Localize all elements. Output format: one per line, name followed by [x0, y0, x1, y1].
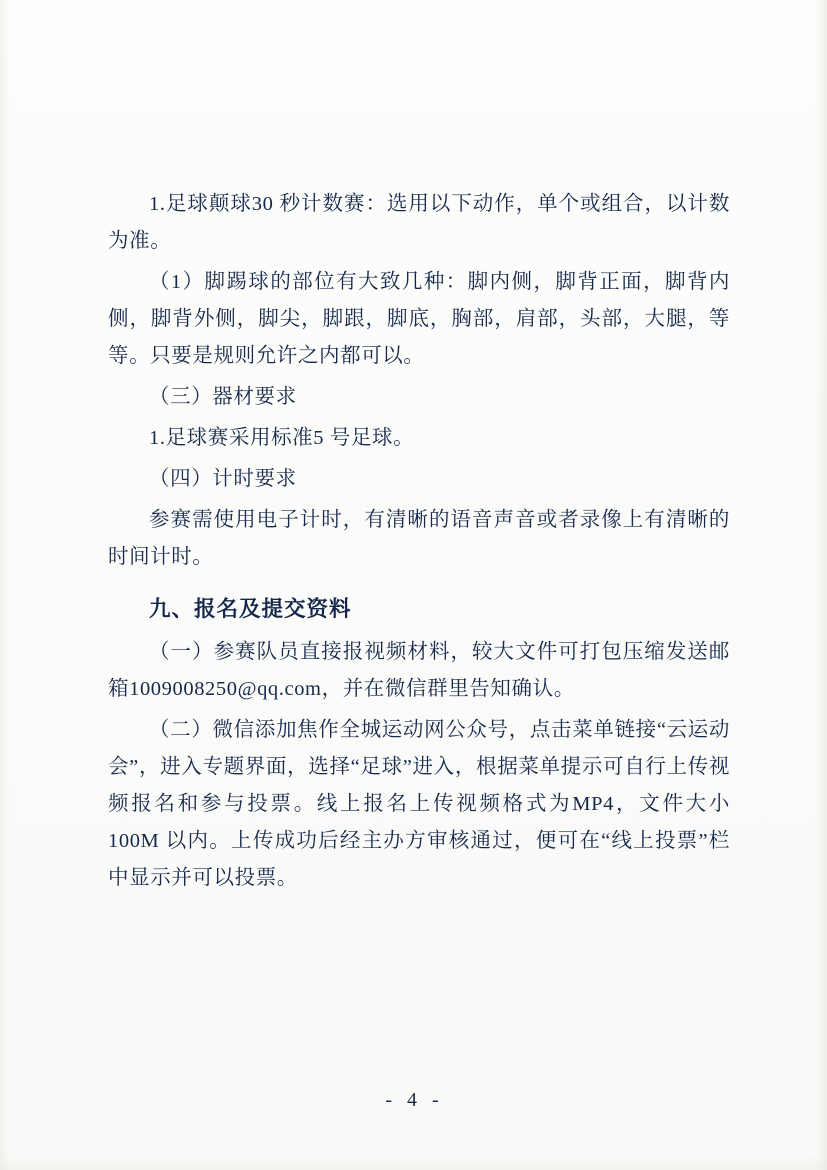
- footer-dash-left: -: [385, 1089, 395, 1111]
- paragraph-wechat-flow: （二）微信添加焦作全城运动网公众号，点击菜单链接“云运动会”，进入专题界面，选择“足球”进入，根据菜单提示可自行上传视频报名和参与投票。线上报名上传视频格式为MP4，文件大小 100M 以内。上传成功后经主办方审核通过，便可在“线上投票”栏中显示并可以投票。: [108, 719, 730, 889]
- paragraph-submit-email: （一）参赛队员直接报视频材料，较大文件可打包压缩发送邮箱1009008250@qq.com，并在微信群里告知确认。: [108, 641, 730, 700]
- section-heading-registration: 九、报名及提交资料: [149, 597, 352, 621]
- scan-edge-left: [0, 0, 10, 1170]
- paragraph-equipment-heading: （三）器材要求: [149, 386, 297, 408]
- footer-page-number: 4: [407, 1089, 420, 1111]
- page-footer: [0, 1089, 827, 1112]
- footer-dash-right: -: [432, 1089, 442, 1111]
- paragraph-football-juggling: 1.足球颠球30 秒计数赛：选用以下动作，单个或组合，以计数为准。: [108, 193, 730, 252]
- paragraph-kick-parts: （1）脚踢球的部位有大致几种：脚内侧，脚背正面，脚背内侧，脚背外侧，脚尖，脚跟，脚底，胸部，肩部，头部，大腿，等等。只要是规则允许之内都可以。: [108, 271, 730, 367]
- scan-edge-bottom: [0, 1156, 827, 1170]
- document-body: [108, 186, 730, 901]
- paragraph-timing-detail: 参赛需使用电子计时，有清晰的语音声音或者录像上有清晰的时间计时。: [108, 509, 730, 568]
- paragraph-equipment-detail: 1.足球赛采用标准5 号足球。: [149, 427, 415, 449]
- scan-edge-right: [815, 0, 827, 1170]
- paragraph-timing-heading: （四）计时要求: [149, 468, 297, 490]
